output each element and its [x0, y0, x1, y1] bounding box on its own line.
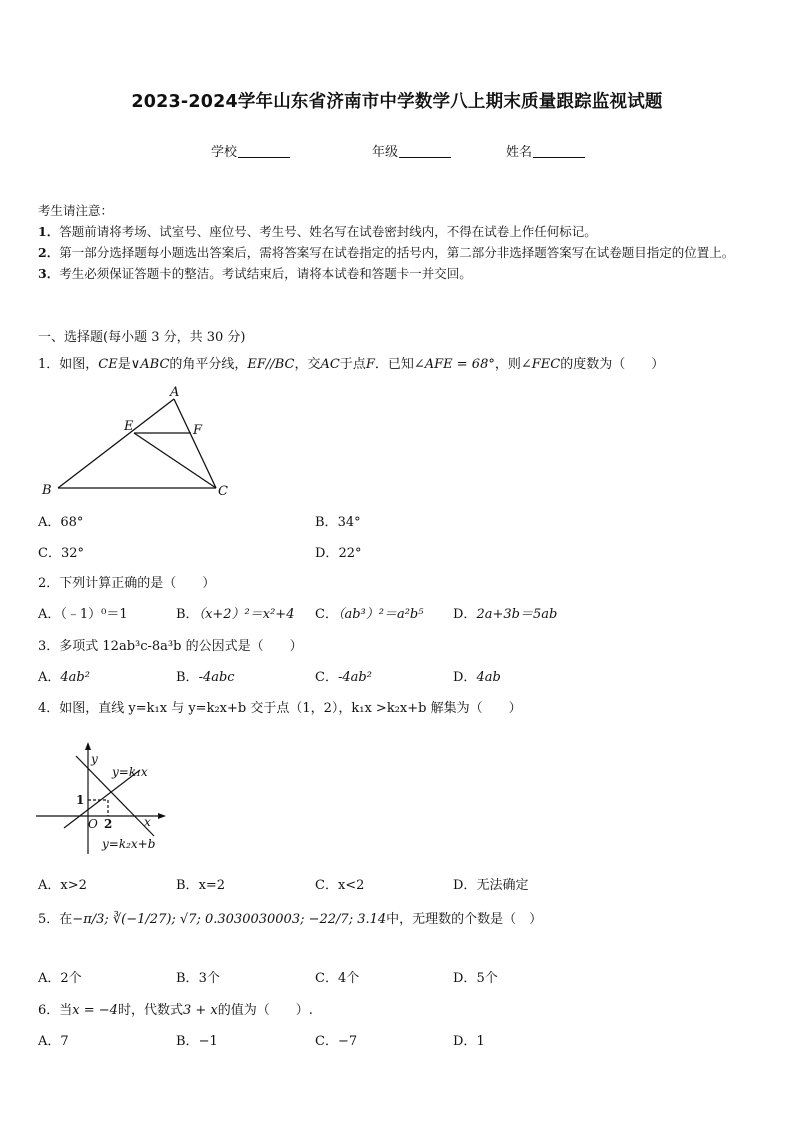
q1-option-b: B．34°	[315, 515, 361, 530]
q3-option-b: B．-4abc	[176, 670, 235, 685]
notice-heading: 考生请注意：	[38, 203, 114, 218]
line2-label: y=k₂x+b	[102, 837, 156, 851]
origin-label: O	[88, 817, 98, 831]
label-b: B	[42, 483, 52, 498]
q3-option-d: D．4ab	[453, 670, 501, 685]
page-title: 2023-2024学年山东省济南市中学数学八上期末质量跟踪监视试题	[131, 92, 663, 112]
label-c: C	[218, 484, 228, 499]
line1-label: y=k₁x	[112, 765, 148, 779]
q6-option-b: B．−1	[176, 1034, 218, 1049]
grade-field	[372, 141, 451, 160]
name-blank	[533, 145, 585, 158]
q1-option-d: D．22°	[315, 546, 362, 561]
q4-option-d: D．无法确定	[453, 878, 529, 893]
question-6: 6．当x = −4时，代数式3 + x的值为（ ）.	[38, 1003, 313, 1018]
q1-option-a: A．68°	[38, 515, 84, 530]
q3-option-c: C．-4ab²	[315, 670, 372, 685]
q2-option-d: D．2a+3b＝5ab	[453, 607, 558, 622]
question-3: 3．多项式 12ab³c-8a³b 的公因式是（ ）	[38, 639, 303, 654]
q3-option-a: A．4ab²	[38, 670, 90, 685]
q2-option-a: A．（﹣1）⁰＝1	[38, 607, 128, 622]
notice-item-1: 1．答题前请将考场、试室号、座位号、考生号、姓名写在试卷密封线内，不得在试卷上作任何标记。	[38, 224, 597, 239]
school-field	[211, 141, 290, 160]
tick-2-label: 2	[104, 817, 113, 831]
section-heading: 一、选择题(每小题 3 分，共 30 分)	[38, 330, 246, 345]
school-label: 学校	[211, 145, 238, 160]
q5-number-list: −π/3; ∛(−1/27); √7; 0.3030030003; −22/7; 3.14	[72, 912, 387, 927]
tick-1-label: 1	[76, 793, 85, 807]
axis-x-label: x	[144, 815, 151, 829]
label-a: A	[170, 385, 180, 400]
q1-option-c: C．32°	[38, 546, 84, 561]
q6-option-d: D．1	[453, 1034, 485, 1049]
grade-label: 年级	[372, 145, 399, 160]
q6-option-a: A．7	[38, 1034, 69, 1049]
q5-option-b: B．3个	[176, 971, 220, 986]
notice-block	[38, 200, 764, 284]
line-graph-figure	[36, 738, 176, 856]
question-1: 1．如图，CE是∨ABC的角平分线，EF//BC，交AC于点F．已知∠AFE = 68°，则∠FEC的度数为（ ）	[38, 357, 665, 372]
question-2: 2．下列计算正确的是（ ）	[38, 576, 216, 591]
q4-option-c: C．x<2	[315, 878, 365, 893]
notice-item-2: 2．第一部分选择题每小题选出答案后，需将答案写在试卷指定的括号内，第二部分非选择题答案写在试卷题目指定的位置上。	[38, 245, 735, 260]
triangle-figure	[36, 382, 246, 502]
label-e: E	[124, 419, 134, 434]
q5-option-c: C．4个	[315, 971, 360, 986]
label-f: F	[193, 423, 203, 438]
name-field	[506, 141, 585, 160]
q4-option-b: B．x=2	[176, 878, 226, 893]
q6-option-c: C．−7	[315, 1034, 358, 1049]
q5-option-d: D．5个	[453, 971, 498, 986]
grade-blank	[399, 145, 451, 158]
axis-y-label: y	[91, 752, 98, 766]
q2-option-b: B．（x+2）²＝x²+4	[176, 607, 295, 622]
notice-item-3: 3．考生必须保证答题卡的整洁。考试结束后，请将本试卷和答题卡一并交回。	[38, 266, 472, 281]
school-blank	[238, 145, 290, 158]
question-4: 4．如图，直线 y=k₁x 与 y=k₂x+b 交于点（1，2），k₁x >k₂x+b 解集为（ ）	[38, 701, 522, 716]
name-label: 姓名	[506, 145, 533, 160]
question-5: 5．在−π/3; ∛(−1/27); √7; 0.3030030003; −22/7; 3.14中，无理数的个数是（ ）	[38, 912, 543, 927]
q2-option-c: C．（ab³）²＝a²b⁵	[315, 607, 424, 622]
q4-option-a: A．x>2	[38, 878, 87, 893]
q5-option-a: A．2个	[38, 971, 82, 986]
